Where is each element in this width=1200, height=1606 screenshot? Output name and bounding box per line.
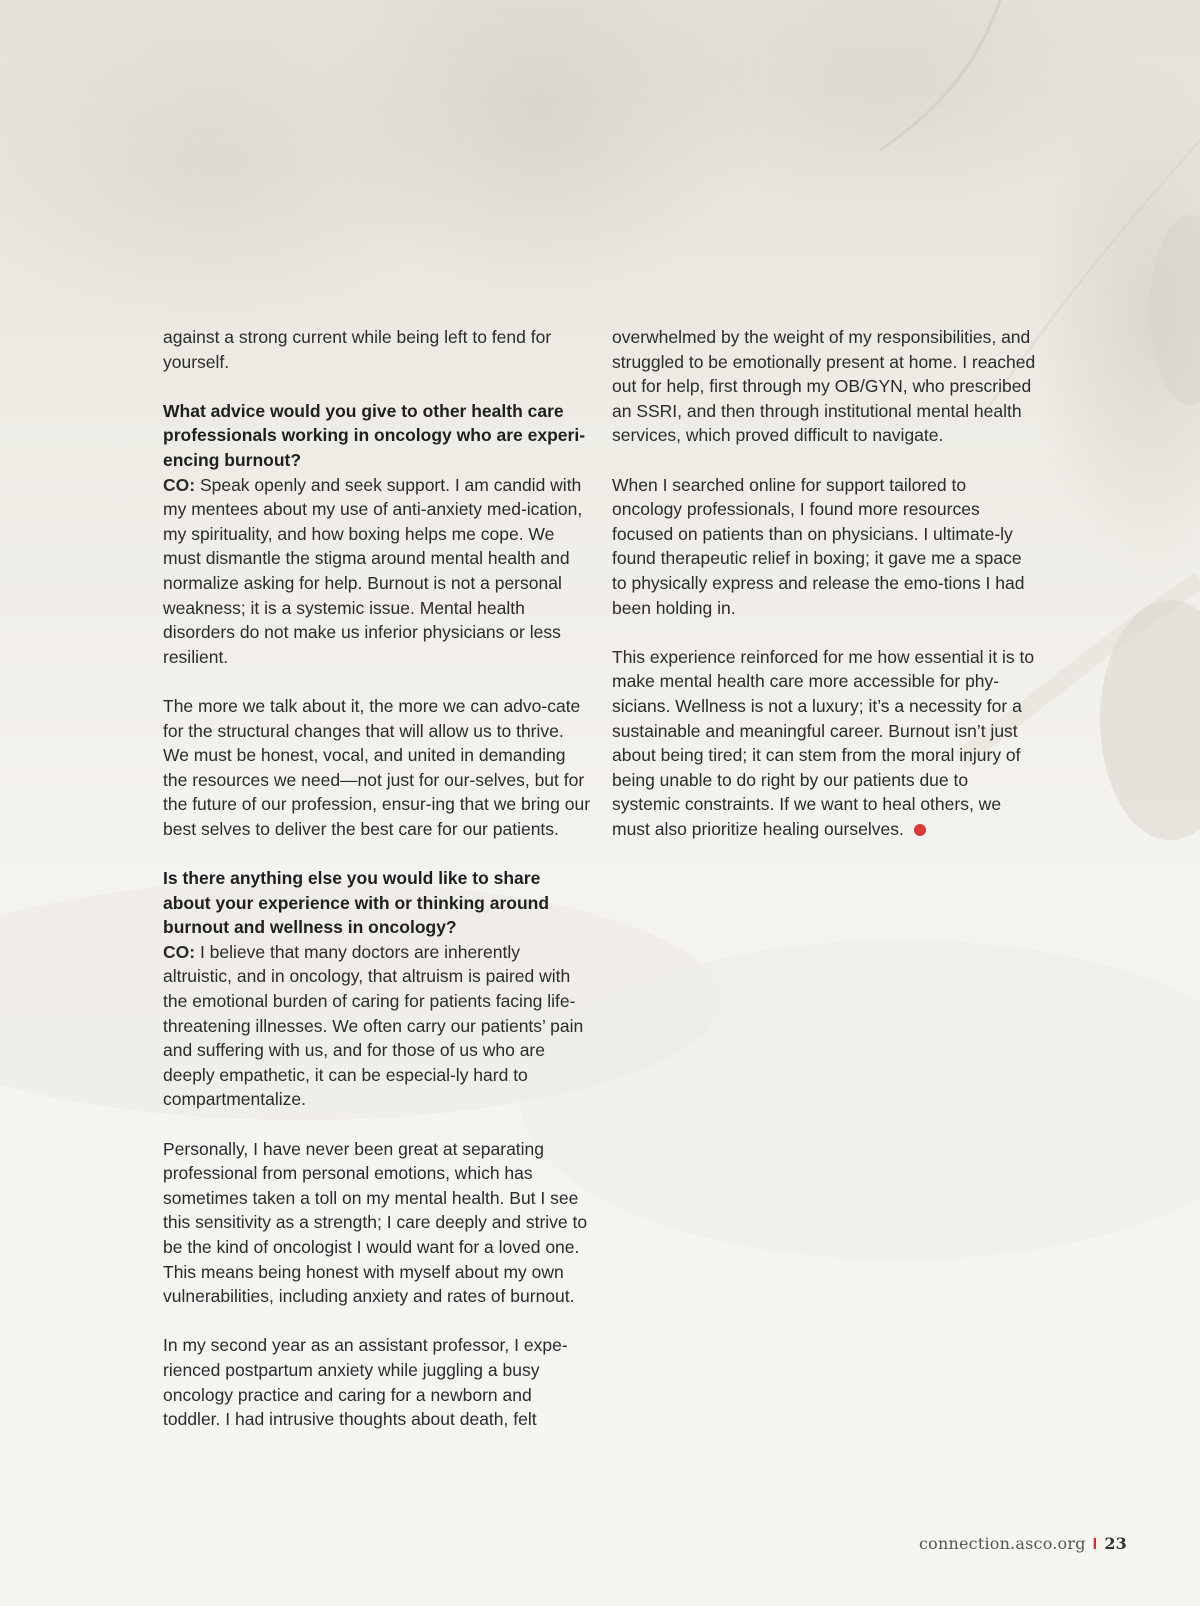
paragraph: against a strong current while being left to fend for yourself.: [163, 327, 552, 372]
end-of-article-dot-icon: [914, 824, 926, 836]
closing-text: This experience reinforced for me how essential it is to make mental health care more accessible for phy-sicians. Wellness is not a luxury; it’s a necessity for a sustainable and meaningful career. Burnout isn’t just about being tired; it can stem from the moral injury of being unable to do right by our patients due to systemic constraints. If we want to heal others, we must also prioritize healing ourselves.: [612, 646, 1035, 839]
paragraph: When I searched online for support tailored to oncology professionals, I found more resources focused on patients than on physicians. I ultimate-ly found therapeutic relief in boxing; it gave me a space to physically express and release the emo-tions I had been holding in.: [612, 474, 1025, 618]
footer-separator: I: [1092, 1536, 1098, 1553]
closing-paragraph: [612, 645, 1040, 842]
interview-question: What advice would you give to other health care professionals working in oncology who are experi-encing burnout?: [163, 400, 586, 470]
interview-answer: [163, 940, 591, 1112]
page-footer: [919, 1534, 1127, 1554]
interview-question: Is there anything else you would like to share about your experience with or thinking around burnout and wellness in oncology?: [163, 868, 550, 938]
page-number: 23: [1104, 1534, 1127, 1553]
interview-answer: [163, 473, 591, 670]
paragraph: In my second year as an assistant professor, I expe-rienced postpartum anxiety while juggling a busy oncology practice and caring for a newborn and toddler. I had intrusive thoughts about death, felt: [163, 1335, 568, 1430]
paragraph: overwhelmed by the weight of my responsibilities, and struggled to be emotionally present at home. I reached out for help, first through my OB/GYN, who prescribed an SSRI, and then through institutional mental health services, which proved difficult to navigate.: [612, 327, 1036, 446]
speaker-label: CO:: [163, 474, 196, 495]
article-left-column: [163, 325, 591, 1456]
answer-text: Speak openly and seek support. I am candid with my mentees about my use of anti-anxiety med-ication, my spirituality, and how boxing helps me cope. We must dismantle the stigma around mental health and normalize asking for help. Burnout is not a personal weakness; it is a systemic issue. Mental health disorders do not make us inferior physicians or less resilient.: [163, 474, 583, 667]
site-url: connection.asco.org: [918, 1534, 1086, 1553]
answer-text: I believe that many doctors are inherently altruistic, and in oncology, that altruism is paired with the emotional burden of caring for patients facing life-threatening illnesses. We often carry our patients’ pain and suffering with us, and for those of us who are deeply empathetic, it can be especial-ly hard to compartmentalize.: [163, 941, 584, 1110]
speaker-label: CO:: [163, 941, 196, 962]
paragraph: The more we talk about it, the more we can advo-cate for the structural changes that will allow us to thrive. We must be honest, vocal, and united in demanding the resources we need—not just for our-selves, but for the future of our profession, ensur-ing that we bring our best selves to deliver the best care for our patients.: [163, 695, 591, 839]
paragraph: Personally, I have never been great at separating professional from personal emotions, which has sometimes taken a toll on my mental health. But I see this sensitivity as a strength; I care deeply and strive to be the kind of oncologist I would want for a loved one. This means being honest with myself about my own vulnerabilities, including anxiety and rates of burnout.: [163, 1138, 588, 1307]
article-right-column: [612, 325, 1040, 866]
